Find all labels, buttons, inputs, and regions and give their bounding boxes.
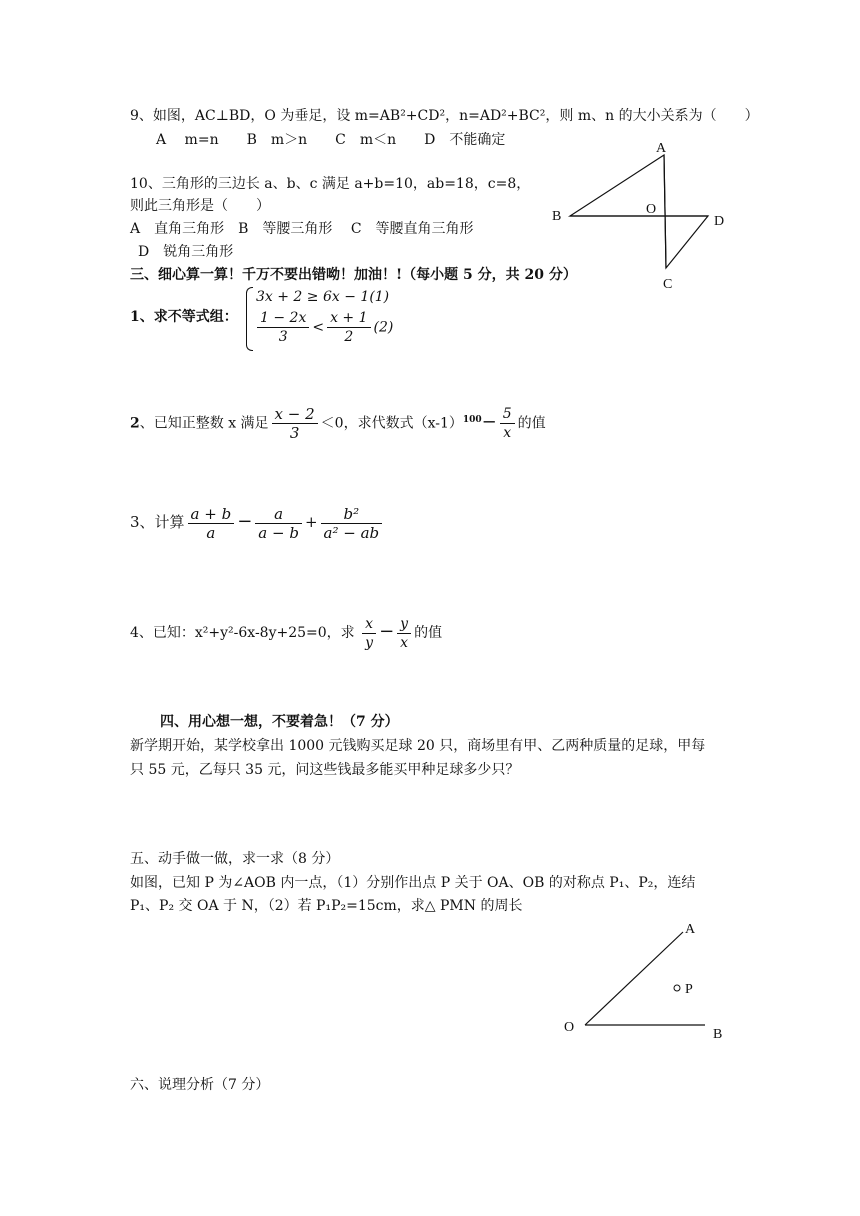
q10-options: A 直角三角形 B 等腰三角形 C 等腰直角三角形 [130,221,474,237]
point-p [674,985,680,991]
q9-stem: 9、如图，AC⊥BD，O 为垂足，设 m=AB²+CD²，n=AD²+BC²，则 m、n 的大小关系为（ ） [130,108,759,124]
section4-line1: 新学期开始，某学校拿出 1000 元钱购买足球 20 只，商场里有甲、乙两种质量的足球，甲每 [130,738,706,754]
q10-line2: 则此三角形是（ ） [130,198,270,214]
label-b: B [713,1027,723,1042]
q9-options: A m=n B m＞n C m＜n D 不能确定 [156,132,506,148]
q10-stem: 10、三角形的三边长 a、b、c 满足 a+b=10，ab=18，c=8， [130,176,531,192]
section6-title: 六、说理分析（7 分） [130,1077,270,1093]
section4-line2: 只 55 元，乙每只 35 元，问这些钱最多能买甲种足球多少只？ [130,762,520,778]
section5-line2: P₁、P₂ 交 OA 于 N，（2）若 P₁P₂=15cm，求△ PMN 的周长 [130,898,523,914]
p1-label: 1、求不等式组： [130,309,238,325]
section5-title: 五、动手做一做，求一求（8 分） [130,851,340,867]
system-eq2: $\frac{1 - 2x}{3}$ < $\frac{x + 1}{2}$ (2) [254,309,393,346]
system-eq1: 3x + 2 ≥ 6x − 1(1) [256,289,390,305]
label-a: A [685,922,696,937]
diagonal-ac [664,155,666,268]
label-p: P [685,982,693,997]
section4-title: 四、用心想一想，不要着急！（7 分） [160,714,399,730]
p4: 4、已知：x²+y²-6x-8y+25=0，求 $\frac{x}{y}$ − $\frac{y}{x}$ 的值 [130,615,443,651]
section3-title: 三、细心算一算！千万不要出错呦！加油！!（每小题 5 分，共 20 分） [130,267,577,283]
label-o: O [646,202,657,217]
label-c: C [663,277,673,292]
label-a: A [656,141,667,156]
ray-oa [585,932,683,1025]
p2: 2、已知正整数 x 满足 $\frac{x - 2}{3}$ ＜0，求代数式$(x-1)^{100}-$ $\frac{5}{x}$ 的值 [130,405,546,443]
section5-line1: 如图，已知 P 为∠AOB 内一点，（1）分别作出点 P 关于 OA、OB 的对称点 P₁、P₂，连结 [130,875,696,891]
q10-option-d: D 锐角三角形 [138,244,234,260]
angle-figure [555,915,745,1045]
quadrilateral-outline [570,155,708,268]
p3: 3、计算 $\frac{a + b}{a}$ − $\frac{a}{a - b}$ + $\frac{\text{b²}}{\text{a² − ab}}$ [130,500,385,544]
label-d: D [714,214,725,229]
system-brace [246,287,253,351]
label-o: O [564,1020,575,1035]
label-b: B [552,209,562,224]
inequality-system [246,287,394,349]
